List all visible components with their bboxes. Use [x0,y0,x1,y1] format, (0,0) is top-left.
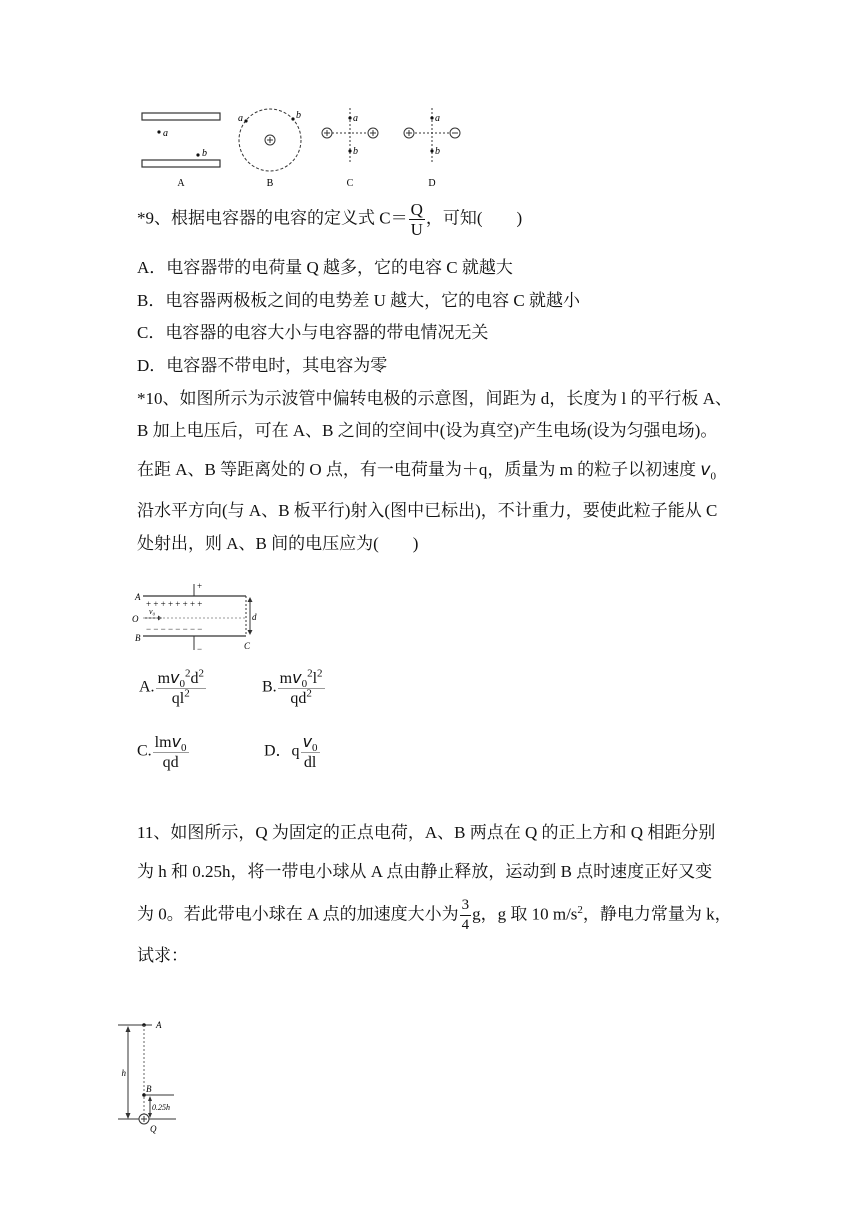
q9-stem: *9、根据电容器的电容的定义式 C＝ $\frac{Q}{U}$ ，可知( ) [137,200,523,239]
deflection-plates-figure [128,578,268,656]
plus-row: + + + + + + + + [146,599,203,609]
diagram-c-caption: C [346,178,354,189]
diagram-c-label-b: b [353,146,358,157]
q9-option-c: C．电容器的电容大小与电容器的带电情况无关 [137,323,489,342]
diagram-a [142,113,220,189]
diagram-d-label-b: b [435,146,440,157]
q9-option-b: B．电容器两极板之间的电势差 U 越大，它的电容 C 就越小 [137,291,580,310]
q10-line5: 处射出，则 A、B 间的电压应为( ) [137,534,419,553]
point-o-label: O [132,614,139,624]
q10-line3: 在距 A、B 等距离处的 O 点，有一电荷量为＋q，质量为 m 的粒子以初速度 $v_0$ [137,460,716,483]
point-c-label: C [244,641,251,651]
point-a-label: A [156,1020,162,1030]
q11-line2: 为 h 和 0.25h，将一带电小球从 A 点由静止释放，运动到 B 点时速度正好又变 [137,862,713,881]
q10-option-b: B. $\frac{mv_0^2l^2}{qd^2}$ [262,667,323,707]
q11-line1: 11、如图所示，Q 为固定的正点电荷，A、B 两点在 Q 的正上方和 Q 相距分别 [137,823,716,842]
diagram-a-label-b: b [202,148,207,159]
q10-option-c: C. $\frac{lmv_0}{qd}$ [137,732,187,771]
q10-option-a: A. $\frac{mv_0^2d^2}{ql^2}$ [139,667,204,707]
v0-label: v₀ [149,607,156,616]
diagram-d [404,108,460,189]
diagram-a-label-a: a [163,128,168,139]
q10-option-d: D．q $\frac{v_0}{dl}$ [264,732,318,771]
plate-minus-sign: − [197,644,203,654]
diagram-b [238,109,301,189]
plate-plus-sign: + [197,581,203,591]
q11-line3: 为 0。若此带电小球在 A 点的加速度大小为 $\frac{3}{4}$ g，g 取 10 $m/s^2$，静电力常量为 k， [137,897,732,933]
distance-d-label: d [252,612,257,622]
q9-option-d: D．电容器不带电时，其电容为零 [137,356,388,375]
diagram-d-label-a: a [435,113,440,124]
diagram-d-caption: D [428,178,436,189]
minus-row: − − − − − − − − [146,624,203,634]
q10-line2: B 加上电压后，可在 A、B 之间的空间中(设为真空)产生电场(设为匀强电场)。 [137,421,718,440]
diagram-a-caption: A [177,178,185,189]
diagram-c-label-a: a [353,113,358,124]
point-b-label: B [146,1084,152,1094]
q9-fraction: $\frac{Q}{U}$ [410,200,423,239]
diagram-b-label-a: a [238,113,243,124]
q11-line4: 试求： [137,946,188,965]
distance-h-label: h [121,1068,126,1078]
q9-option-a: A．电容器带的电荷量 Q 越多，它的电容 C 就越大 [137,258,513,277]
diagram-b-caption: B [266,178,274,189]
q11-fraction: $\frac{3}{4}$ [461,897,470,933]
plate-a-label: A [135,592,141,602]
q10-line1: *10、如图所示为示波管中偏转电极的示意图，间距为 d，长度为 l 的平行板 A、 [137,389,732,408]
diagram-b-label-b: b [296,110,301,121]
field-diagrams-figure [130,100,480,195]
charge-q-label: Q [150,1124,157,1134]
distance-025h-label: 0.25h [152,1103,170,1112]
q10-line4: 沿水平方向(与 A、B 板平行)射入(图中已标出)，不计重力，要使此粒子能从 C [137,501,718,520]
diagram-c [322,108,378,189]
plate-b-label: B [135,633,141,643]
point-charge-figure [110,1015,190,1140]
